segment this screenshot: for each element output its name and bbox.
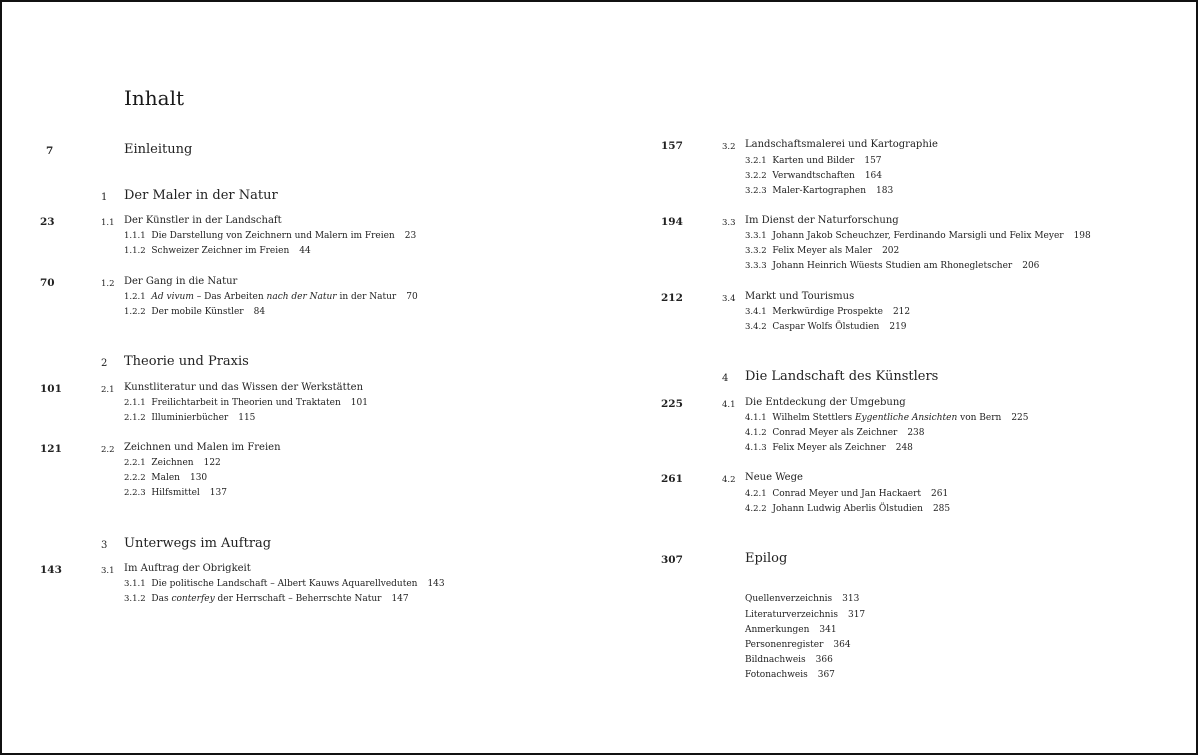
section-3-4-page: 212: [661, 292, 683, 304]
chapter-4-number: 4: [722, 373, 729, 384]
section-4-2-page: 261: [661, 473, 683, 485]
chapter-1-title: Der Maler in der Natur: [124, 188, 278, 203]
toc-entry: 3.3.3 Johann Heinrich Wüests Studien am Rhonegletscher 206: [745, 261, 1040, 271]
chapter-4-title: Die Landschaft des Künstlers: [745, 369, 939, 384]
toc-entry: 3.4.1 Merkwürdige Prospekte 212: [745, 307, 911, 317]
section-3-1-number: 3.1: [101, 566, 115, 576]
toc-entry: 3.2.1 Karten und Bilder 157: [745, 156, 882, 166]
section-3-1-title: Im Auftrag der Obrigkeit: [124, 563, 251, 574]
section-2-2-page: 121: [40, 443, 62, 455]
appendix-entry: Anmerkungen 341: [745, 625, 837, 635]
toc-entry: 4.1.1 Wilhelm Stettlers Eygentliche Ansichten von Bern 225: [745, 413, 1029, 423]
toc-entry: 3.1.2 Das conterfey der Herrschaft – Beherrschte Natur 147: [124, 594, 409, 604]
appendix-entry: Literaturverzeichnis 317: [745, 610, 866, 620]
toc-entry: 4.1.3 Felix Meyer als Zeichner 248: [745, 443, 913, 453]
toc-entry: 2.1.1 Freilichtarbeit in Theorien und Traktaten 101: [124, 398, 368, 408]
toc-entry: 4.2.1 Conrad Meyer und Jan Hackaert 261: [745, 489, 949, 499]
section-3-2-number: 3.2: [722, 142, 736, 152]
appendix-entry: Quellenverzeichnis 313: [745, 594, 860, 604]
toc-entry: 1.1.1 Die Darstellung von Zeichnern und Malern im Freien 23: [124, 231, 417, 241]
epilog-page: 307: [661, 554, 683, 566]
section-1-2-number: 1.2: [101, 279, 115, 289]
section-2-2-number: 2.2: [101, 445, 115, 455]
appendix-entry: Personenregister 364: [745, 640, 851, 650]
chapter-3-title: Unterwegs im Auftrag: [124, 536, 272, 551]
section-1-2-title: Der Gang in die Natur: [124, 276, 238, 287]
toc-entry: 2.2.2 Malen 130: [124, 473, 208, 483]
section-1-1-number: 1.1: [101, 218, 115, 228]
chapter-2-title: Theorie und Praxis: [124, 354, 249, 369]
toc-entry: 1.2.1 Ad vivum – Das Arbeiten nach der Natur in der Natur 70: [124, 292, 418, 302]
appendix-entry: Fotonachweis 367: [745, 670, 835, 680]
toc-entry: 3.2.2 Verwandtschaften 164: [745, 171, 882, 181]
toc-entry: 2.1.2 Illuminierbücher 115: [124, 413, 256, 423]
page-title: Inhalt: [124, 86, 185, 110]
section-3-3-page: 194: [661, 216, 683, 228]
section-3-4-number: 3.4: [722, 294, 736, 304]
section-4-1-number: 4.1: [722, 400, 736, 410]
section-1-2-page: 70: [40, 277, 55, 289]
section-2-1-number: 2.1: [101, 385, 115, 395]
toc-entry: 2.2.3 Hilfsmittel 137: [124, 488, 227, 498]
section-4-1-title: Die Entdeckung der Umgebung: [745, 397, 906, 408]
section-4-1-page: 225: [661, 398, 683, 410]
intro-page: 7: [46, 145, 54, 157]
toc-entry: 4.2.2 Johann Ludwig Aberlis Ölstudien 285: [745, 504, 951, 514]
section-1-1-page: 23: [40, 216, 55, 228]
section-2-1-title: Kunstliteratur und das Wissen der Werkstätten: [124, 382, 364, 393]
toc-entry: 4.1.2 Conrad Meyer als Zeichner 238: [745, 428, 925, 438]
toc-entry: 3.1.1 Die politische Landschaft – Albert Kauws Aquarellveduten 143: [124, 579, 445, 589]
section-3-2-page: 157: [661, 140, 683, 152]
toc-entry: 3.3.2 Felix Meyer als Maler 202: [745, 246, 900, 256]
chapter-2-number: 2: [101, 358, 108, 369]
toc-entry: 3.4.2 Caspar Wolfs Ölstudien 219: [745, 322, 907, 332]
intro-title: Einleitung: [124, 142, 193, 157]
epilog-title: Epilog: [745, 551, 788, 566]
section-2-1-page: 101: [40, 383, 62, 395]
section-3-1-page: 143: [40, 564, 62, 576]
toc-entry: 1.2.2 Der mobile Künstler 84: [124, 307, 266, 317]
chapter-3-number: 3: [101, 540, 108, 551]
toc-entry: 2.2.1 Zeichnen 122: [124, 458, 221, 468]
toc-entry: 3.3.1 Johann Jakob Scheuchzer, Ferdinando Marsigli und Felix Meyer 198: [745, 231, 1091, 241]
section-4-2-title: Neue Wege: [745, 472, 803, 483]
toc-entry: 3.2.3 Maler-Kartographen 183: [745, 186, 894, 196]
section-3-3-title: Im Dienst der Naturforschung: [745, 215, 899, 226]
chapter-1-number: 1: [101, 192, 108, 203]
appendix-entry: Bildnachweis 366: [745, 655, 833, 665]
section-3-4-title: Markt und Tourismus: [745, 291, 855, 302]
section-4-2-number: 4.2: [722, 475, 736, 485]
section-3-2-title: Landschaftsmalerei und Kartographie: [745, 139, 938, 150]
toc-entry: 1.1.2 Schweizer Zeichner im Freien 44: [124, 246, 311, 256]
section-3-3-number: 3.3: [722, 218, 736, 228]
section-1-1-title: Der Künstler in der Landschaft: [124, 215, 282, 226]
section-2-2-title: Zeichnen und Malen im Freien: [124, 442, 281, 453]
